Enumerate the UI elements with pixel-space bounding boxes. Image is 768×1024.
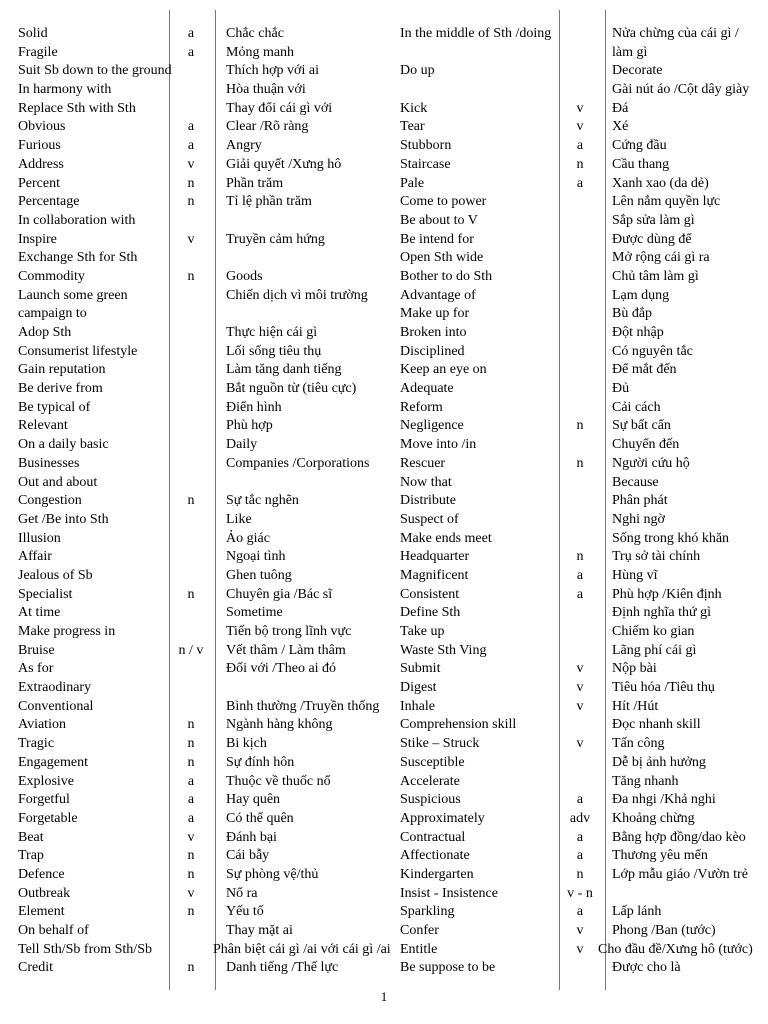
english-term: Headquarter bbox=[400, 549, 470, 565]
word-type: v bbox=[576, 119, 584, 135]
table-row bbox=[0, 586, 768, 605]
vietnamese-meaning: Để mắt đến bbox=[612, 362, 677, 378]
table-row bbox=[0, 735, 768, 754]
vietnamese-meaning: Trụ sở tài chính bbox=[612, 549, 701, 565]
word-type: n bbox=[576, 156, 584, 172]
word-type: n bbox=[576, 455, 584, 471]
table-row bbox=[0, 660, 768, 679]
word-type: v - n bbox=[567, 885, 593, 901]
word-type: n bbox=[187, 960, 195, 976]
vietnamese-meaning: Lên nắm quyền lực bbox=[612, 194, 721, 210]
vietnamese-meaning: Cái bẫy bbox=[226, 848, 270, 864]
word-type: n bbox=[187, 754, 195, 770]
table-row bbox=[0, 268, 768, 287]
vietnamese-meaning: Lạm dụng bbox=[612, 287, 670, 303]
english-term: Outbreak bbox=[18, 885, 71, 901]
english-term: Percent bbox=[18, 175, 60, 191]
english-term: Address bbox=[18, 156, 64, 172]
table-row bbox=[0, 903, 768, 922]
word-type: a bbox=[576, 829, 584, 845]
english-term: Out and about bbox=[18, 474, 98, 490]
english-term: Furious bbox=[18, 138, 61, 154]
word-type: a bbox=[576, 175, 584, 191]
word-type: v bbox=[576, 100, 584, 116]
word-type: n bbox=[187, 848, 195, 864]
english-term: Gain reputation bbox=[18, 362, 106, 378]
vietnamese-meaning: Đánh bại bbox=[226, 829, 277, 845]
vietnamese-meaning: Phần trăm bbox=[226, 175, 284, 191]
english-term: Stike – Struck bbox=[400, 736, 480, 752]
table-row bbox=[0, 567, 768, 586]
word-type: n bbox=[187, 736, 195, 752]
english-term: Obvious bbox=[18, 119, 66, 135]
vietnamese-meaning: Có nguyên tắc bbox=[612, 343, 693, 359]
word-type: a bbox=[187, 44, 195, 60]
table-row bbox=[0, 380, 768, 399]
english-term: Be about to V bbox=[400, 212, 478, 228]
word-type: n bbox=[187, 175, 195, 191]
word-type: adv bbox=[569, 810, 591, 826]
english-term: Contractual bbox=[400, 829, 466, 845]
vietnamese-meaning: Dễ bị ảnh hưởng bbox=[612, 754, 706, 770]
english-term: Bother to do Sth bbox=[400, 268, 493, 284]
table-row bbox=[0, 941, 768, 960]
english-term: Susceptible bbox=[400, 754, 465, 770]
vietnamese-meaning: Companies /Corporations bbox=[226, 455, 370, 471]
english-term: Come to power bbox=[400, 194, 487, 210]
vietnamese-meaning: Cải cách bbox=[612, 399, 661, 415]
word-type: n bbox=[576, 418, 584, 434]
word-type: a bbox=[187, 792, 195, 808]
table-row bbox=[0, 137, 768, 156]
english-term: Launch some green bbox=[18, 287, 128, 303]
english-term: Jealous of Sb bbox=[18, 567, 93, 583]
english-term: Disciplined bbox=[400, 343, 465, 359]
english-term: Define Sth bbox=[400, 605, 461, 621]
word-type: n bbox=[187, 717, 195, 733]
vietnamese-meaning: Daily bbox=[226, 437, 258, 453]
english-term: In harmony with bbox=[18, 82, 112, 98]
page-number: 1 bbox=[380, 989, 388, 1004]
english-term: Staircase bbox=[400, 156, 451, 172]
english-term: Take up bbox=[400, 624, 445, 639]
vietnamese-meaning: Chuyên gia /Bác sĩ bbox=[226, 586, 333, 602]
english-term: Tragic bbox=[18, 736, 55, 752]
vietnamese-meaning: Thay đổi cái gì với bbox=[226, 100, 333, 116]
table-row bbox=[0, 623, 768, 642]
word-type: n bbox=[187, 194, 195, 210]
vietnamese-meaning: Phân biệt cái gì /ai với cái gì /ai bbox=[213, 941, 391, 957]
vietnamese-meaning: Goods bbox=[226, 268, 263, 284]
table-row bbox=[0, 100, 768, 119]
vietnamese-meaning: Xé bbox=[612, 119, 629, 135]
table-row bbox=[0, 829, 768, 848]
table-row bbox=[0, 287, 768, 306]
english-term: Defence bbox=[18, 866, 65, 882]
english-term: Kick bbox=[400, 100, 428, 116]
table-row bbox=[0, 399, 768, 418]
word-type: v bbox=[576, 698, 584, 714]
english-term: Be suppose to be bbox=[400, 960, 496, 976]
english-term: As for bbox=[18, 661, 54, 677]
vietnamese-meaning: Giải quyết /Xưng hô bbox=[226, 156, 342, 172]
word-type: v bbox=[187, 885, 195, 901]
english-term: Open Sth wide bbox=[400, 250, 484, 266]
table-row bbox=[0, 474, 768, 493]
english-term: Congestion bbox=[18, 493, 82, 509]
english-term: Tell Sth/Sb from Sth/Sb bbox=[18, 941, 152, 957]
word-type: n bbox=[187, 904, 195, 920]
vietnamese-meaning: Ngoại tình bbox=[226, 549, 286, 565]
english-term: Affectionate bbox=[400, 848, 470, 864]
english-term: Relevant bbox=[18, 418, 68, 434]
vietnamese-meaning: Tăng nhanh bbox=[612, 773, 679, 789]
table-row bbox=[0, 25, 768, 44]
vietnamese-meaning: Lối sống tiêu thụ bbox=[226, 343, 322, 359]
vietnamese-meaning: Khoảng chừng bbox=[612, 810, 695, 826]
english-term: Affair bbox=[18, 549, 52, 565]
vietnamese-meaning: Bi kịch bbox=[226, 736, 267, 752]
english-term: Magnificent bbox=[400, 567, 469, 583]
table-row bbox=[0, 679, 768, 698]
vietnamese-meaning: Lấp lánh bbox=[612, 904, 662, 920]
table-row bbox=[0, 773, 768, 792]
english-term: Element bbox=[18, 904, 65, 920]
vietnamese-meaning: Sự phòng vệ/thủ bbox=[226, 866, 319, 882]
table-row bbox=[0, 791, 768, 810]
english-term: Businesses bbox=[18, 455, 80, 471]
english-term: Waste Sth Ving bbox=[400, 642, 487, 658]
vietnamese-meaning: Clear /Rõ ràng bbox=[226, 119, 309, 135]
vietnamese-meaning: Tỉ lệ phần trăm bbox=[226, 194, 312, 210]
english-term: Consumerist lifestyle bbox=[18, 343, 138, 359]
table-row bbox=[0, 324, 768, 343]
vietnamese-meaning: Có thể quên bbox=[226, 810, 294, 826]
english-term: Insist - Insistence bbox=[400, 885, 498, 901]
vietnamese-meaning: Lãng phí cái gì bbox=[612, 642, 697, 658]
english-term: Suit Sb down to the ground bbox=[18, 63, 172, 79]
word-type: v bbox=[187, 829, 195, 845]
vietnamese-meaning: Lớp mẫu giáo /Vườn trẻ bbox=[612, 866, 748, 882]
word-type: v bbox=[576, 736, 584, 752]
english-term: At time bbox=[18, 605, 61, 621]
vietnamese-meaning: Truyền cảm hứng bbox=[226, 231, 325, 247]
english-term: Illusion bbox=[18, 530, 61, 546]
english-term: Keep an eye on bbox=[400, 362, 487, 378]
english-term: Be intend for bbox=[400, 231, 474, 247]
word-type: a bbox=[576, 792, 584, 808]
table-row bbox=[0, 44, 768, 63]
vietnamese-meaning: Phù hợp /Kiên định bbox=[612, 586, 722, 602]
word-type: n bbox=[187, 586, 195, 602]
table-row bbox=[0, 156, 768, 175]
english-term: Do up bbox=[400, 63, 435, 79]
english-term: On behalf of bbox=[18, 923, 89, 938]
table-row bbox=[0, 455, 768, 474]
english-term: Sparkling bbox=[400, 904, 455, 920]
english-term: Confer bbox=[400, 923, 439, 938]
vietnamese-meaning: Tấn công bbox=[612, 736, 665, 752]
table-row bbox=[0, 361, 768, 380]
vietnamese-meaning: Bình thường /Truyền thống bbox=[226, 698, 380, 714]
vietnamese-meaning: Xanh xao (da dẻ) bbox=[612, 175, 709, 191]
vietnamese-meaning: Mở rộng cái gì ra bbox=[612, 250, 710, 266]
table-row bbox=[0, 810, 768, 829]
english-term: Specialist bbox=[18, 586, 73, 602]
word-type: a bbox=[576, 567, 584, 583]
table-row bbox=[0, 922, 768, 941]
vietnamese-meaning: Đột nhập bbox=[612, 325, 664, 340]
vietnamese-meaning: Đối với /Theo ai đó bbox=[226, 661, 337, 677]
table-row bbox=[0, 305, 768, 324]
english-term: On a daily basic bbox=[18, 437, 109, 453]
vietnamese-meaning: Sự bất cẩn bbox=[612, 418, 671, 434]
english-term: Credit bbox=[18, 960, 53, 976]
english-term: In the middle of Sth /doing bbox=[400, 26, 552, 41]
vietnamese-meaning: Like bbox=[226, 511, 252, 527]
english-term: Inspire bbox=[18, 231, 57, 247]
english-term: Solid bbox=[18, 26, 48, 41]
word-type: v bbox=[576, 941, 584, 957]
word-type: a bbox=[576, 904, 584, 920]
vietnamese-meaning: Ghen tuông bbox=[226, 567, 292, 583]
vietnamese-meaning: Tiêu hóa /Tiêu thụ bbox=[612, 680, 715, 696]
english-term: Now that bbox=[400, 474, 452, 490]
english-term: campaign to bbox=[18, 306, 87, 322]
english-term: Extraodinary bbox=[18, 680, 92, 696]
english-term: Accelerate bbox=[400, 773, 460, 789]
vietnamese-meaning: Điển hình bbox=[226, 399, 282, 415]
english-term: Beat bbox=[18, 829, 44, 845]
vietnamese-meaning: Đủ bbox=[612, 381, 630, 397]
english-term: Adop Sth bbox=[18, 325, 72, 340]
word-type: n / v bbox=[178, 642, 204, 658]
vietnamese-meaning: Hùng vĩ bbox=[612, 567, 658, 583]
vietnamese-meaning: Tiến bộ trong lĩnh vực bbox=[226, 624, 352, 639]
vietnamese-meaning: Bằng hợp đồng/dao kèo bbox=[612, 829, 746, 845]
vietnamese-meaning: Đọc nhanh skill bbox=[612, 717, 701, 733]
table-row bbox=[0, 81, 768, 100]
english-term: Distribute bbox=[400, 493, 456, 509]
english-term: Inhale bbox=[400, 698, 435, 714]
vietnamese-meaning: Thực hiện cái gì bbox=[226, 325, 318, 340]
vietnamese-meaning: Sự đính hôn bbox=[226, 754, 295, 770]
english-term: Exchange Sth for Sth bbox=[18, 250, 138, 266]
word-type: n bbox=[576, 549, 584, 565]
vietnamese-meaning: Định nghĩa thứ gì bbox=[612, 605, 711, 621]
word-type: n bbox=[187, 866, 195, 882]
vietnamese-meaning: Decorate bbox=[612, 63, 663, 79]
table-row bbox=[0, 959, 768, 978]
vietnamese-meaning: Bắt nguồn từ (tiêu cực) bbox=[226, 381, 357, 397]
vietnamese-meaning: Chủ tâm làm gì bbox=[612, 268, 699, 284]
english-term: Approximately bbox=[400, 810, 485, 826]
english-term: Suspicious bbox=[400, 792, 461, 808]
vietnamese-meaning: Hít /Hút bbox=[612, 698, 659, 714]
vietnamese-meaning: Ảo giác bbox=[226, 530, 270, 546]
english-term: Submit bbox=[400, 661, 441, 677]
word-type: n bbox=[187, 268, 195, 284]
vietnamese-meaning: Nghi ngờ bbox=[612, 511, 665, 527]
table-row bbox=[0, 492, 768, 511]
vietnamese-meaning: Danh tiếng /Thế lực bbox=[226, 960, 339, 976]
vietnamese-meaning: Bù đắp bbox=[612, 306, 653, 322]
vietnamese-meaning: Vết thâm / Làm thâm bbox=[226, 642, 346, 658]
vietnamese-meaning: Người cứu hộ bbox=[612, 455, 690, 471]
english-term: Rescuer bbox=[400, 455, 446, 471]
table-row bbox=[0, 436, 768, 455]
english-term: Tear bbox=[400, 119, 425, 135]
vietnamese-meaning: Thay mặt ai bbox=[226, 923, 293, 938]
english-term: Move into /in bbox=[400, 437, 477, 453]
english-term: Aviation bbox=[18, 717, 66, 733]
vietnamese-meaning: Chiếm ko gian bbox=[612, 624, 695, 639]
vietnamese-meaning: Nửa chừng của cái gì / bbox=[612, 26, 739, 41]
table-row bbox=[0, 548, 768, 567]
vietnamese-meaning: Thích hợp với ai bbox=[226, 63, 319, 79]
english-term: Stubborn bbox=[400, 138, 452, 154]
english-term: Pale bbox=[400, 175, 425, 191]
word-type: v bbox=[576, 680, 584, 696]
vietnamese-meaning: Angry bbox=[226, 138, 262, 154]
english-term: Replace Sth with Sth bbox=[18, 100, 136, 116]
vietnamese-meaning: Nổ ra bbox=[226, 885, 258, 901]
vietnamese-meaning: Phù hợp bbox=[226, 418, 273, 434]
english-term: Make up for bbox=[400, 306, 470, 322]
table-row bbox=[0, 847, 768, 866]
vietnamese-meaning: Hay quên bbox=[226, 792, 281, 808]
table-row bbox=[0, 716, 768, 735]
table-row bbox=[0, 511, 768, 530]
vietnamese-meaning: Cầu thang bbox=[612, 156, 670, 172]
english-term: Advantage of bbox=[400, 287, 476, 303]
vietnamese-meaning: Sắp sửa làm gì bbox=[612, 212, 695, 228]
table-row bbox=[0, 866, 768, 885]
english-term: Reform bbox=[400, 399, 443, 415]
vietnamese-meaning: Được cho là bbox=[612, 960, 681, 976]
english-term: Forgetful bbox=[18, 792, 70, 808]
table-row bbox=[0, 698, 768, 717]
english-term: Fragile bbox=[18, 44, 58, 60]
table-row bbox=[0, 417, 768, 436]
vietnamese-meaning: Phong /Ban (tước) bbox=[612, 923, 716, 938]
vietnamese-meaning: Hòa thuận với bbox=[226, 82, 306, 98]
english-term: Trap bbox=[18, 848, 44, 864]
word-type: a bbox=[576, 586, 584, 602]
english-term: Be typical of bbox=[18, 399, 91, 415]
english-term: Suspect of bbox=[400, 511, 459, 527]
word-type: a bbox=[576, 848, 584, 864]
english-term: Commodity bbox=[18, 268, 85, 284]
table-row bbox=[0, 642, 768, 661]
english-term: Adequate bbox=[400, 381, 454, 397]
vietnamese-meaning: Đá bbox=[612, 100, 629, 116]
vietnamese-meaning: Chắc chắc bbox=[226, 26, 284, 41]
vietnamese-meaning: Thương yêu mến bbox=[612, 848, 708, 864]
vietnamese-meaning: Chiến dịch vì môi trường bbox=[226, 287, 368, 303]
vietnamese-meaning: Cho đầu đề/Xưng hô (tước) bbox=[598, 941, 753, 957]
english-term: Forgetable bbox=[18, 810, 78, 826]
word-type: a bbox=[576, 138, 584, 154]
word-type: n bbox=[187, 493, 195, 509]
english-term: Comprehension skill bbox=[400, 717, 517, 733]
table-row bbox=[0, 530, 768, 549]
word-type: a bbox=[187, 810, 195, 826]
vietnamese-meaning: Gài nút áo /Cột dây giày bbox=[612, 82, 750, 98]
table-row bbox=[0, 62, 768, 81]
vietnamese-meaning: Sống trong khó khăn bbox=[612, 530, 730, 546]
vietnamese-meaning: Nộp bài bbox=[612, 661, 657, 677]
vietnamese-meaning: Đa nhgi /Khả nghi bbox=[612, 792, 716, 808]
vietnamese-meaning: Chuyển đến bbox=[612, 437, 680, 453]
vietnamese-meaning: Cứng đầu bbox=[612, 138, 667, 154]
word-type: a bbox=[187, 773, 195, 789]
table-row bbox=[0, 249, 768, 268]
vocabulary-table bbox=[0, 25, 768, 978]
vietnamese-meaning: làm gì bbox=[612, 44, 648, 60]
english-term: Entitle bbox=[400, 941, 438, 957]
table-row bbox=[0, 231, 768, 250]
table-row bbox=[0, 212, 768, 231]
english-term: Get /Be into Sth bbox=[18, 511, 109, 527]
english-term: Percentage bbox=[18, 194, 80, 210]
vietnamese-meaning: Mỏng manh bbox=[226, 44, 295, 60]
vietnamese-meaning: Because bbox=[612, 474, 659, 490]
vietnamese-meaning: Làm tăng danh tiếng bbox=[226, 362, 342, 378]
vietnamese-meaning: Phân phát bbox=[612, 493, 668, 509]
word-type: a bbox=[187, 26, 195, 41]
english-term: Make progress in bbox=[18, 624, 116, 639]
word-type: a bbox=[187, 119, 195, 135]
english-term: Make ends meet bbox=[400, 530, 492, 546]
table-row bbox=[0, 754, 768, 773]
english-term: Conventional bbox=[18, 698, 94, 714]
table-row bbox=[0, 885, 768, 904]
english-term: Explosive bbox=[18, 773, 74, 789]
english-term: Consistent bbox=[400, 586, 460, 602]
english-term: Broken into bbox=[400, 325, 467, 340]
english-term: Digest bbox=[400, 680, 437, 696]
word-type: v bbox=[187, 156, 195, 172]
vietnamese-meaning: Thuộc về thuốc nổ bbox=[226, 773, 331, 789]
vietnamese-meaning: Ngành hàng không bbox=[226, 717, 333, 733]
table-row bbox=[0, 118, 768, 137]
english-term: Kindergarten bbox=[400, 866, 474, 882]
vietnamese-meaning: Sự tắc nghẽn bbox=[226, 493, 299, 509]
english-term: Engagement bbox=[18, 754, 88, 770]
english-term: In collaboration with bbox=[18, 212, 136, 228]
table-row bbox=[0, 604, 768, 623]
word-type: v bbox=[576, 923, 584, 938]
english-term: Negligence bbox=[400, 418, 464, 434]
table-row bbox=[0, 193, 768, 212]
word-type: n bbox=[576, 866, 584, 882]
table-row bbox=[0, 175, 768, 194]
word-type: a bbox=[187, 138, 195, 154]
english-term: Be derive from bbox=[18, 381, 103, 397]
table-row bbox=[0, 343, 768, 362]
vietnamese-meaning: Được dùng để bbox=[612, 231, 692, 247]
word-type: v bbox=[576, 661, 584, 677]
vietnamese-meaning: Sometime bbox=[226, 605, 283, 621]
english-term: Bruise bbox=[18, 642, 55, 658]
vietnamese-meaning: Yếu tố bbox=[226, 904, 264, 920]
word-type: v bbox=[187, 231, 195, 247]
